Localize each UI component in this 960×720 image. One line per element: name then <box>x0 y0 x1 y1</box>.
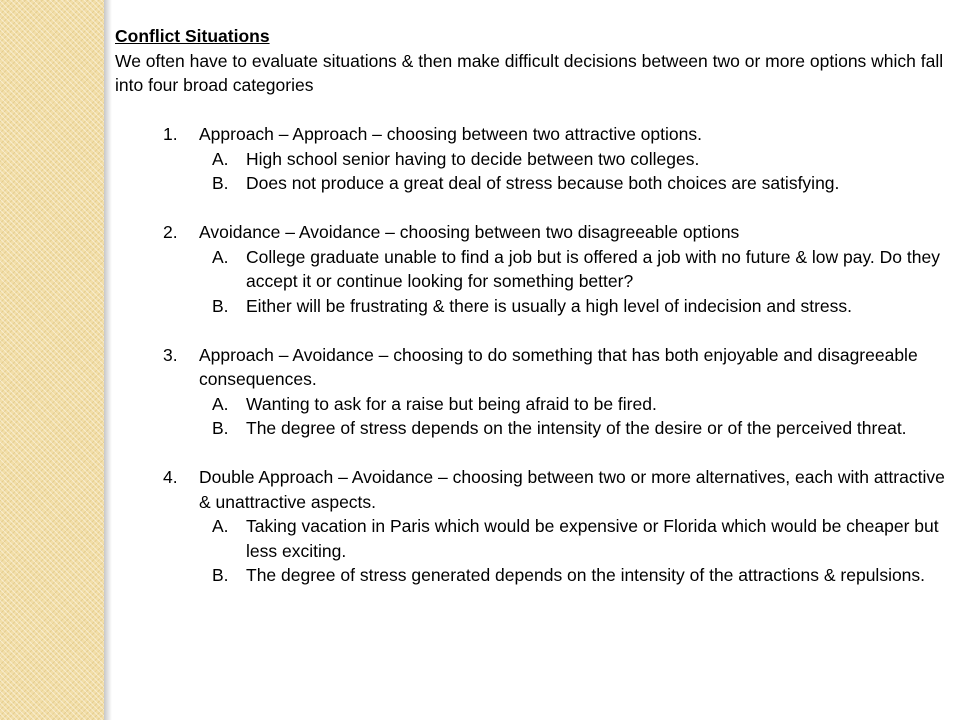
sub-item-4b <box>115 563 945 588</box>
spacer <box>115 196 945 221</box>
spacer <box>115 441 945 466</box>
sub-item-letter: B. <box>212 565 229 585</box>
sub-item-3b <box>115 416 945 441</box>
sub-item-2a <box>115 245 945 294</box>
sub-item-letter: A. <box>212 246 229 267</box>
side-strip-shadow <box>104 0 112 720</box>
item-text: Double Approach – Avoidance – choosing between two or more alternatives, each with attractive & unattractive aspects. <box>199 467 945 512</box>
decorative-side-strip <box>0 0 104 720</box>
sub-item-2b <box>115 294 945 319</box>
sub-item-text: College graduate unable to find a job but is offered a job with no future & low pay. Do they accept it or continue looking for something better? <box>246 246 940 291</box>
sub-item-letter: B. <box>212 173 229 193</box>
sub-item-text: Taking vacation in Paris which would be expensive or Florida which would be cheaper but less exciting. <box>246 516 939 561</box>
list-item-1 <box>115 122 945 147</box>
sub-item-text: Does not produce a great deal of stress because both choices are satisfying. <box>246 173 840 193</box>
sub-item-1a <box>115 147 945 172</box>
sub-item-text: Either will be frustrating & there is usually a high level of indecision and stress. <box>246 295 852 316</box>
sub-item-3a <box>115 392 945 417</box>
sub-item-text: The degree of stress depends on the intensity of the desire or of the perceived threat. <box>246 418 907 438</box>
slide-title: Conflict Situations <box>115 26 270 46</box>
sub-item-letter: B. <box>212 418 229 438</box>
item-text: Approach – Avoidance – choosing to do something that has both enjoyable and disagreeable consequences. <box>199 344 918 389</box>
sub-item-letter: B. <box>212 295 229 316</box>
sub-item-4a <box>115 514 945 563</box>
slide-content <box>115 24 945 588</box>
item-text: Approach – Approach – choosing between two attractive options. <box>199 124 702 144</box>
sub-item-1b <box>115 171 945 196</box>
item-number: 1. <box>163 124 178 144</box>
item-text: Avoidance – Avoidance – choosing between two disagreeable options <box>199 222 740 242</box>
spacer <box>115 318 945 343</box>
sub-item-text: The degree of stress generated depends on the intensity of the attractions & repulsions. <box>246 565 926 585</box>
spacer <box>115 98 945 123</box>
list-item-2 <box>115 220 945 245</box>
item-number: 2. <box>163 222 178 242</box>
item-number: 3. <box>163 344 178 365</box>
sub-item-text: High school senior having to decide between two colleges. <box>246 148 700 169</box>
sub-item-text: Wanting to ask for a raise but being afraid to be fired. <box>246 393 657 414</box>
sub-item-letter: A. <box>212 516 229 536</box>
sub-item-letter: A. <box>212 393 229 414</box>
list-item-3 <box>115 343 945 392</box>
list-item-4 <box>115 465 945 514</box>
intro-paragraph: We often have to evaluate situations & then make difficult decisions between two or more options which fall into four broad categories <box>115 50 944 95</box>
item-number: 4. <box>163 467 178 487</box>
sub-item-letter: A. <box>212 148 229 169</box>
